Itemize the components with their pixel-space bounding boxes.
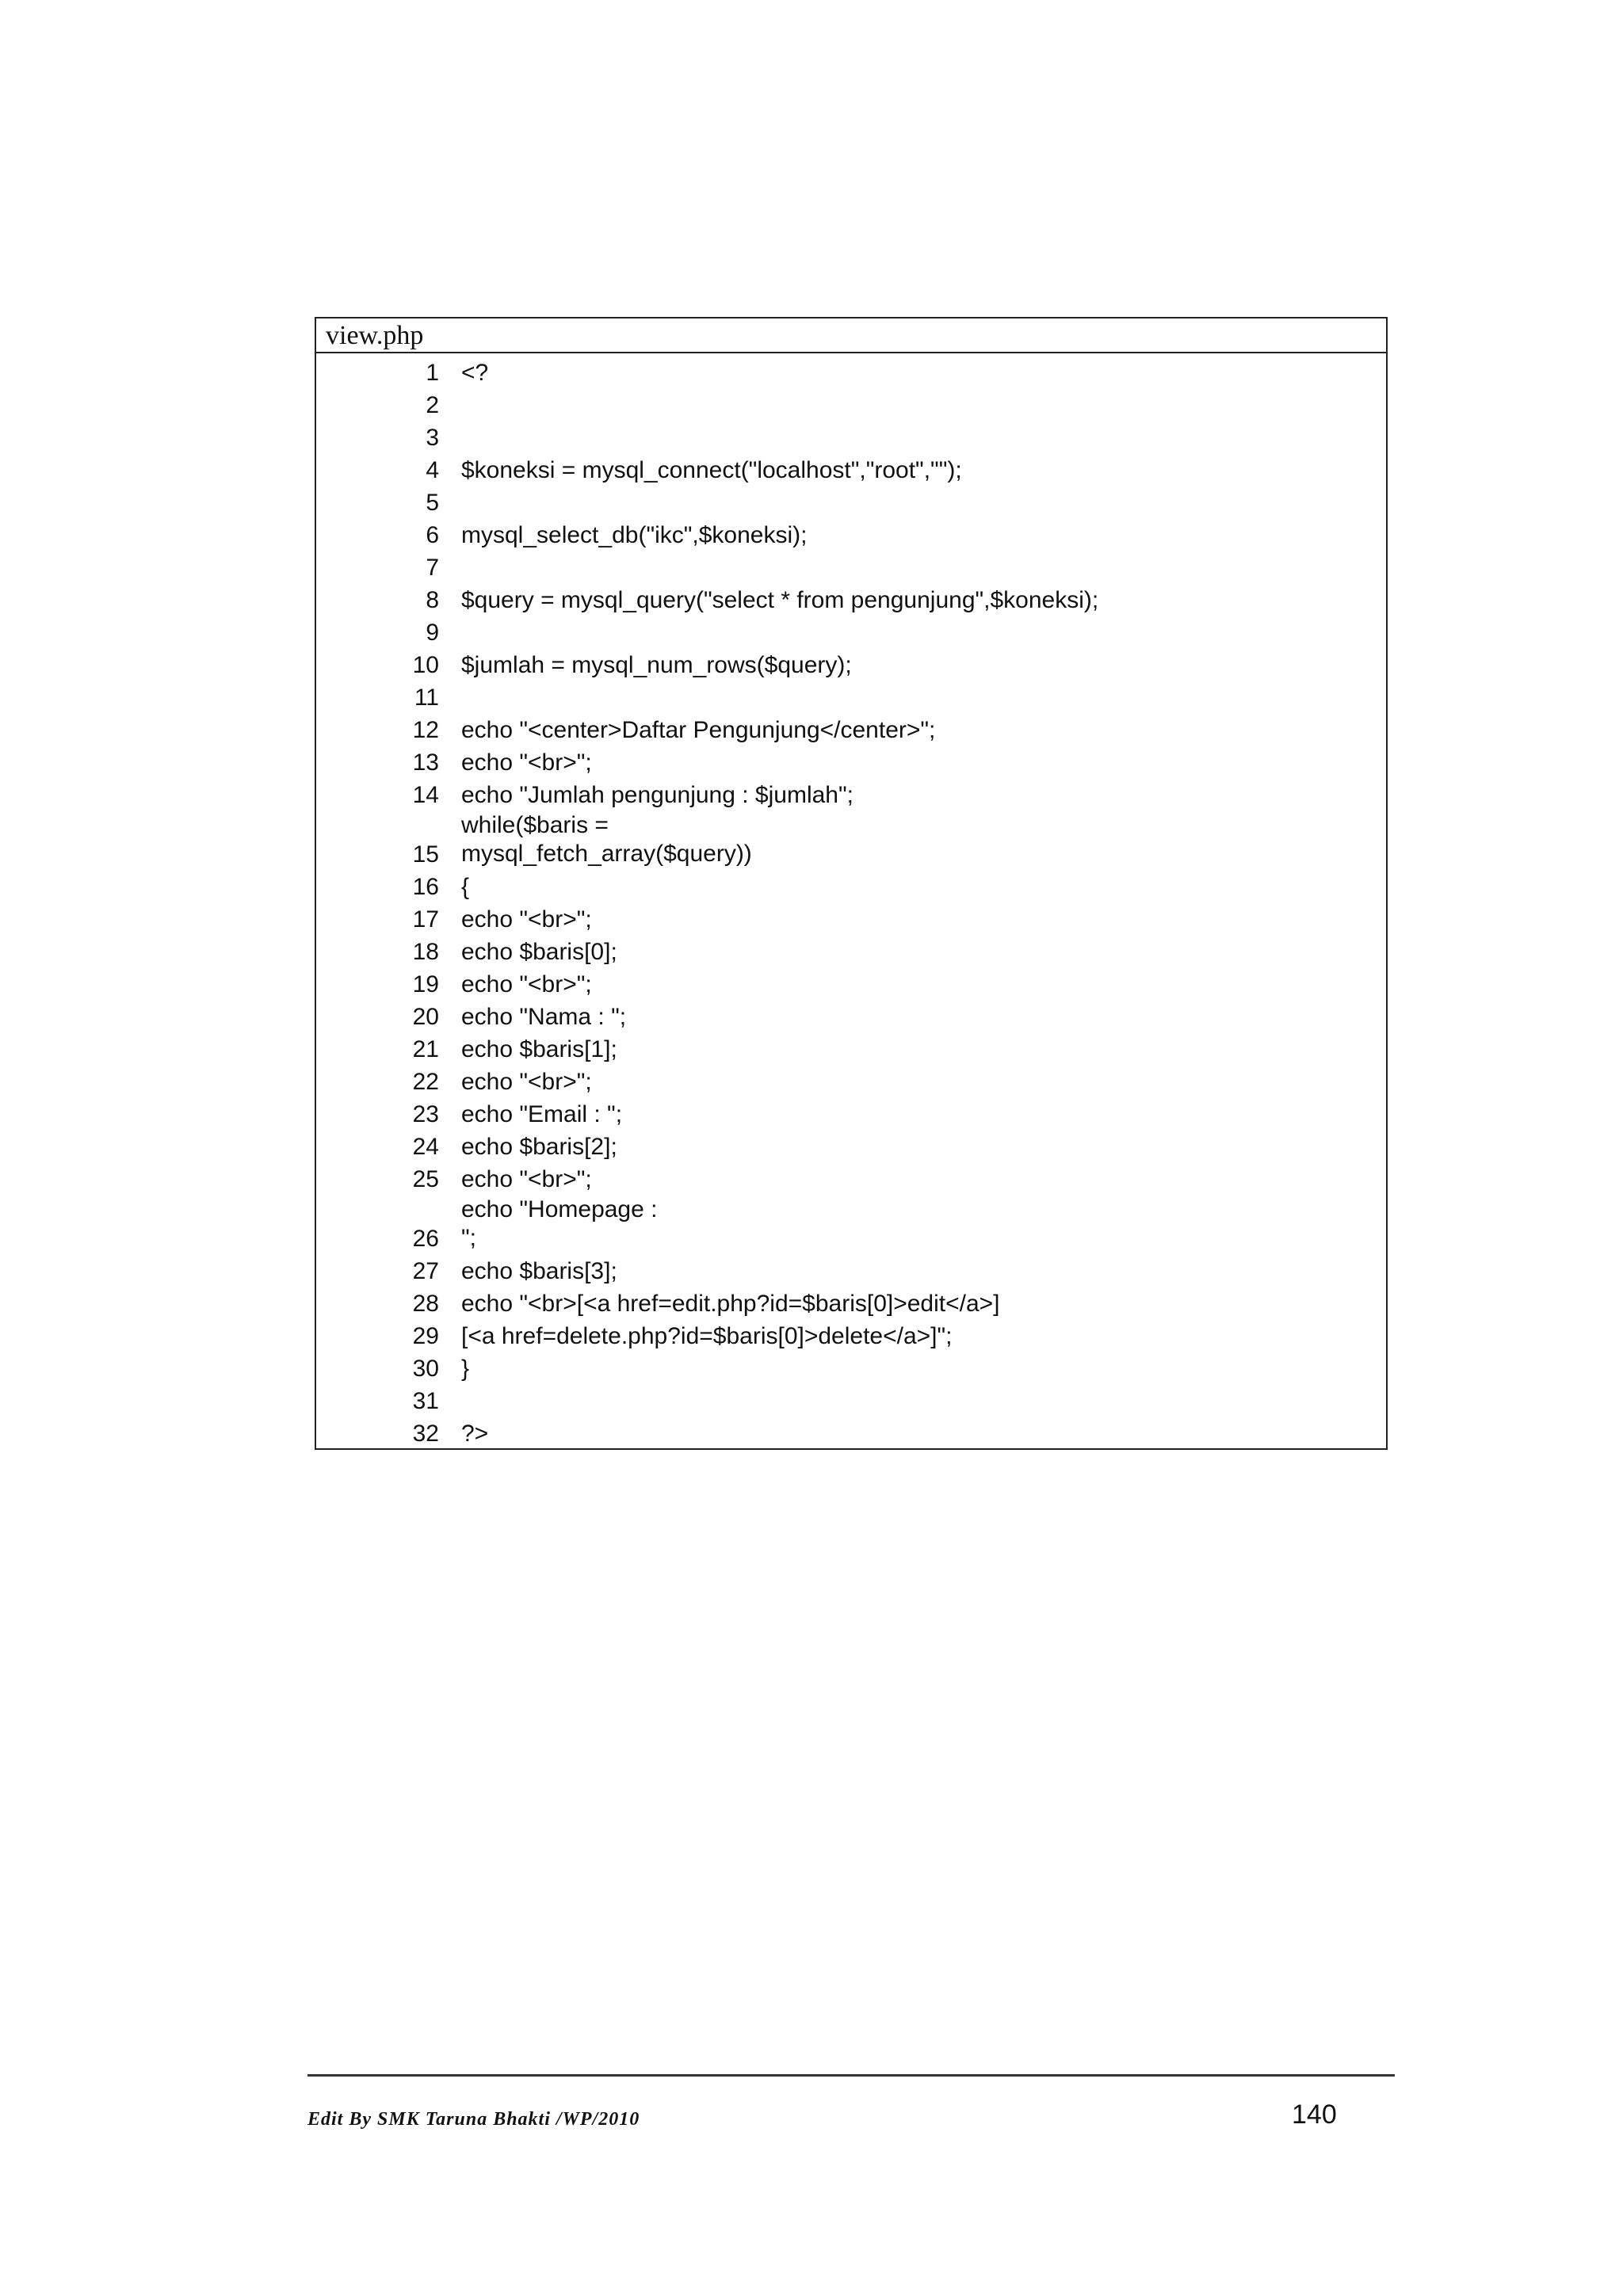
code-line — [316, 779, 1386, 811]
code-line — [316, 1320, 1386, 1352]
line-code: echo $baris[2]; — [461, 1134, 617, 1160]
line-code: echo $baris[1]; — [461, 1036, 617, 1062]
page-number: 140 — [1292, 2100, 1337, 2130]
line-code: mysql_select_db("ikc",$koneksi); — [461, 522, 808, 548]
code-line — [316, 454, 1386, 486]
line-number: 19 — [412, 971, 439, 997]
footer-credit: Edit By SMK Taruna Bhakti /WP/2010 — [307, 2109, 640, 2130]
code-listing-box — [315, 317, 1388, 1450]
code-line — [316, 1287, 1386, 1320]
line-code: } — [461, 1356, 470, 1382]
line-number: 20 — [412, 1004, 439, 1030]
line-number: 28 — [412, 1291, 439, 1317]
line-number: 13 — [412, 749, 439, 776]
line-number: 17 — [412, 906, 439, 933]
code-line — [316, 1255, 1386, 1287]
code-line — [316, 486, 1386, 519]
code-line — [316, 389, 1386, 421]
line-number: 12 — [412, 717, 439, 743]
code-line — [316, 871, 1386, 903]
line-code: echo "<br>[<a href=edit.php?id=$baris[0]>edit</a>] — [461, 1291, 1000, 1317]
line-number: 8 — [426, 587, 439, 613]
line-code: echo "<br>"; — [461, 971, 592, 997]
line-number: 10 — [412, 652, 439, 678]
line-number: 23 — [412, 1101, 439, 1127]
code-line — [316, 519, 1386, 551]
line-number: 6 — [426, 522, 439, 548]
line-number: 2 — [426, 392, 439, 418]
code-line — [316, 1066, 1386, 1098]
code-line — [316, 584, 1386, 616]
code-line — [316, 714, 1386, 746]
line-code: <? — [461, 360, 489, 386]
line-number: 22 — [412, 1069, 439, 1095]
line-code: echo "<br>"; — [461, 749, 592, 776]
line-code: echo "Nama : "; — [461, 1004, 627, 1030]
line-number: 18 — [412, 939, 439, 965]
line-number: 3 — [426, 425, 439, 451]
line-number: 25 — [412, 1166, 439, 1192]
line-code: while($baris = mysql_fetch_array($query)) — [461, 812, 752, 867]
line-code: $jumlah = mysql_num_rows($query); — [461, 652, 852, 678]
line-code: echo "Email : "; — [461, 1101, 623, 1127]
code-line — [316, 1196, 1386, 1255]
line-code: echo "<br>"; — [461, 906, 592, 933]
code-line — [316, 1352, 1386, 1385]
code-line — [316, 1001, 1386, 1033]
code-line — [316, 1033, 1386, 1066]
line-code: echo $baris[3]; — [461, 1258, 617, 1284]
line-code: [<a href=delete.php?id=$baris[0]>delete</a>]"; — [461, 1323, 953, 1349]
code-line — [316, 968, 1386, 1001]
line-number: 14 — [412, 782, 439, 808]
code-line — [316, 811, 1386, 871]
line-number: 16 — [412, 874, 439, 900]
code-line — [316, 746, 1386, 779]
line-number: 24 — [412, 1134, 439, 1160]
line-number: 9 — [426, 620, 439, 646]
code-line — [316, 1417, 1386, 1450]
code-listing-title: view.php — [316, 318, 1386, 353]
line-code: echo "<center>Daftar Pengunjung</center>"; — [461, 717, 936, 743]
code-line — [316, 1131, 1386, 1163]
code-line — [316, 357, 1386, 389]
line-number: 32 — [412, 1421, 439, 1447]
footer-divider — [307, 2074, 1395, 2077]
code-line — [316, 1385, 1386, 1417]
line-code: echo "Jumlah pengunjung : $jumlah"; — [461, 782, 854, 808]
line-number: 31 — [412, 1388, 439, 1414]
code-line — [316, 903, 1386, 936]
line-code: $koneksi = mysql_connect("localhost","root",""); — [461, 457, 962, 483]
line-number: 26 — [412, 1226, 439, 1252]
line-number: 7 — [426, 555, 439, 581]
line-number: 1 — [426, 360, 439, 386]
line-code: echo $baris[0]; — [461, 939, 617, 965]
line-number: 21 — [412, 1036, 439, 1062]
code-line — [316, 681, 1386, 714]
line-code: echo "<br>"; — [461, 1069, 592, 1095]
line-number: 15 — [412, 841, 439, 868]
code-line — [316, 1163, 1386, 1196]
code-line — [316, 551, 1386, 584]
line-code: echo "Homepage : "; — [461, 1196, 658, 1251]
line-number: 5 — [426, 490, 439, 516]
line-number: 29 — [412, 1323, 439, 1349]
code-line — [316, 649, 1386, 681]
line-number: 27 — [412, 1258, 439, 1284]
code-line — [316, 1098, 1386, 1131]
code-listing-body — [316, 353, 1386, 1450]
line-code: $query = mysql_query("select * from pengunjung",$koneksi); — [461, 587, 1099, 613]
code-line — [316, 936, 1386, 968]
line-number: 30 — [412, 1356, 439, 1382]
code-line — [316, 616, 1386, 649]
line-code: ?> — [461, 1421, 489, 1447]
line-number: 11 — [414, 685, 439, 711]
line-code: echo "<br>"; — [461, 1166, 592, 1192]
code-line — [316, 421, 1386, 454]
line-code: { — [461, 874, 470, 900]
line-number: 4 — [426, 457, 439, 483]
